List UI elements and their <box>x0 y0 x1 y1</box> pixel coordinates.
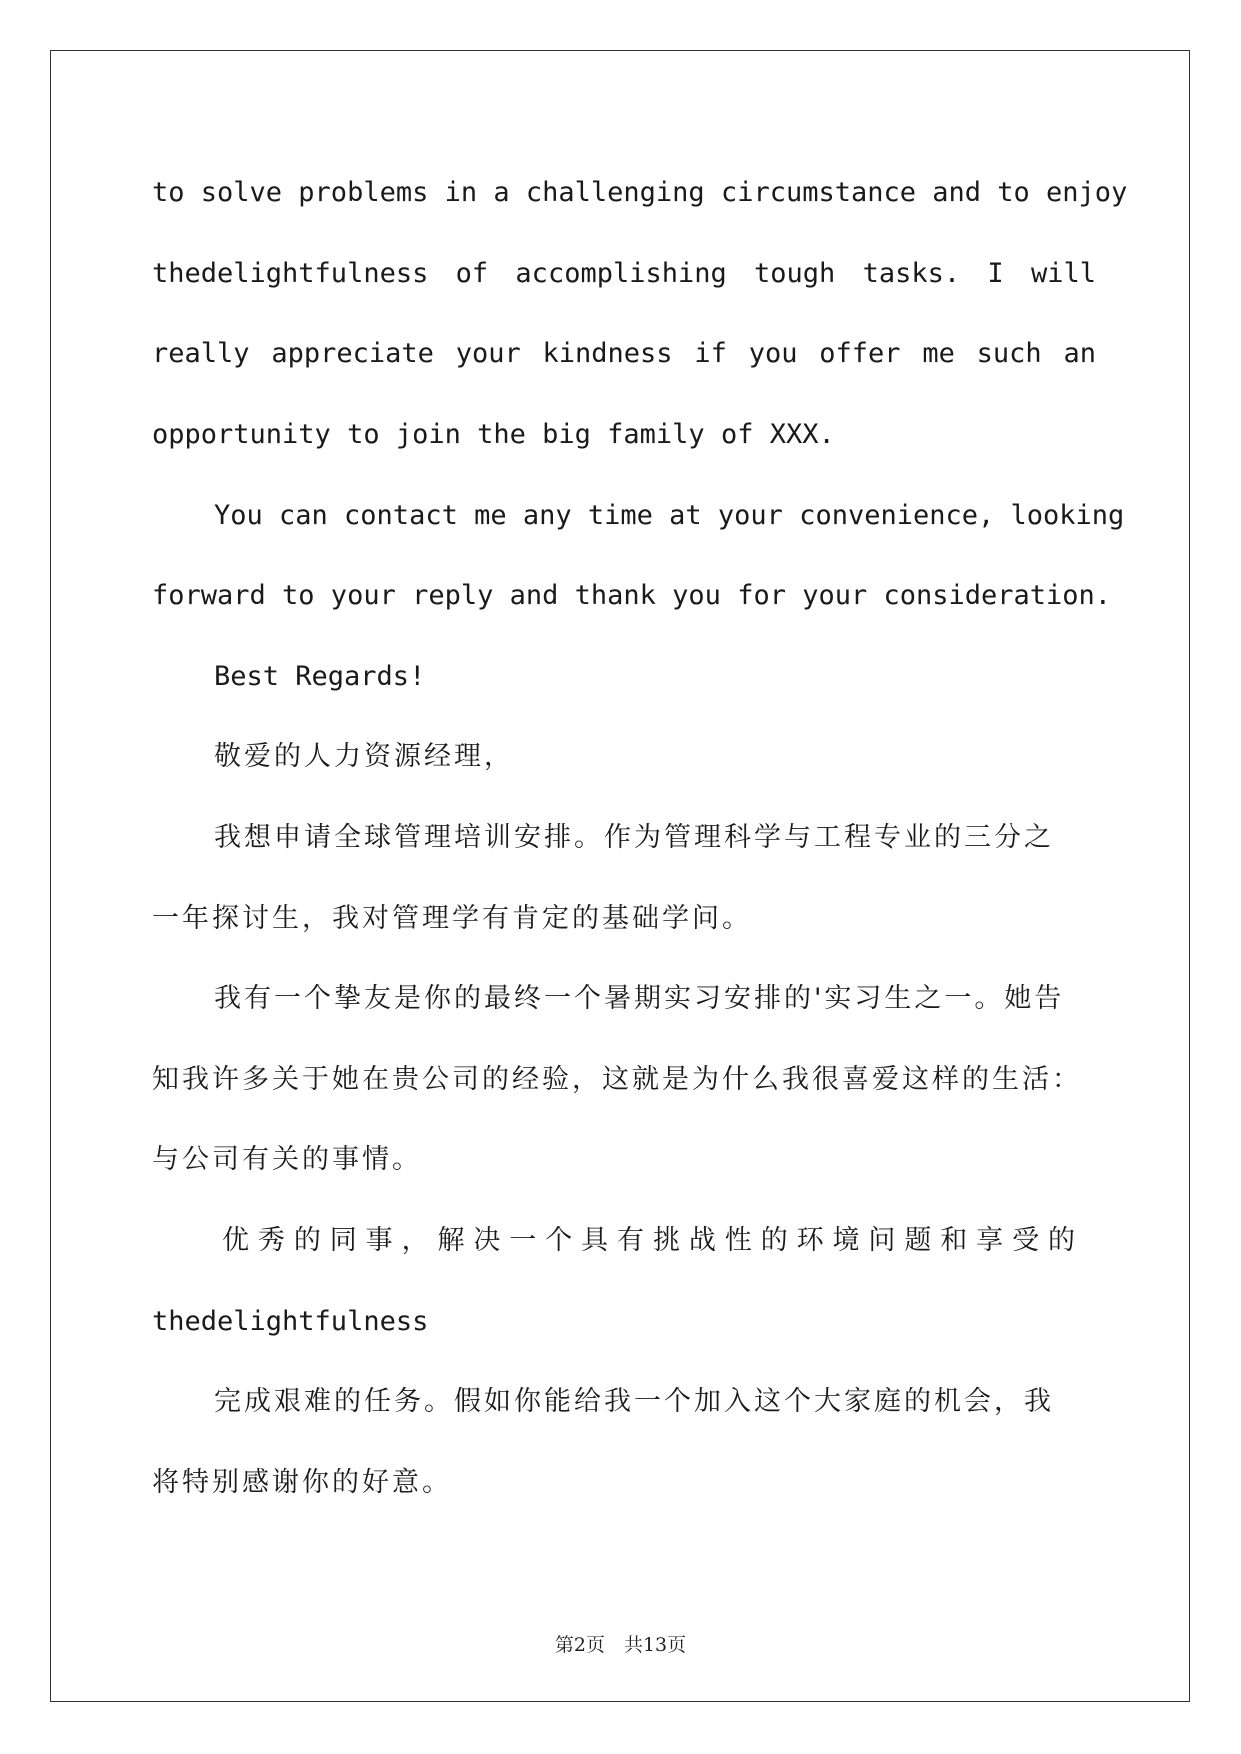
text-line-cn-6: 优秀的同事，解决一个具有挑战性的环境问题和享受的 <box>222 1225 1078 1256</box>
text-line-2: thedelightfulness of accomplishing tough tasks. I will <box>152 258 1096 289</box>
text-line-cn-1: 我想申请全球管理培训安排。作为管理科学与工程专业的三分之 <box>214 822 1054 853</box>
page-number-footer: 第2页 共13页 <box>554 1634 687 1656</box>
text-line-cn-9: 将特别感谢你的好意。 <box>152 1467 452 1498</box>
text-line-cn-8: 完成艰难的任务。假如你能给我一个加入这个大家庭的机会，我 <box>214 1386 1054 1417</box>
text-line-1: to solve problems in a challenging circumstance and to enjoy <box>152 177 1128 208</box>
text-line-cn-2: 一年探讨生，我对管理学有肯定的基础学问。 <box>152 903 752 934</box>
text-line-4: opportunity to join the big family of XXX. <box>152 419 835 450</box>
text-line-cn-3: 我有一个挚友是你的最终一个暑期实习安排的'实习生之一。她告 <box>214 983 1065 1014</box>
text-line-5: You can contact me any time at your convenience, looking <box>214 500 1125 531</box>
text-line-cn-7: thedelightfulness <box>152 1306 429 1337</box>
text-line-cn-5: 与公司有关的事情。 <box>152 1144 422 1175</box>
page-border <box>50 50 1190 1702</box>
closing-line: Best Regards! <box>214 661 426 692</box>
text-line-6: forward to your reply and thank you for your consideration. <box>152 580 1112 611</box>
salutation-line: 敬爱的人力资源经理， <box>214 741 514 772</box>
text-line-3: really appreciate your kindness if you offer me such an <box>152 338 1096 369</box>
text-line-cn-4: 知我许多关于她在贵公司的经验，这就是为什么我很喜爱这样的生活： <box>152 1064 1082 1095</box>
